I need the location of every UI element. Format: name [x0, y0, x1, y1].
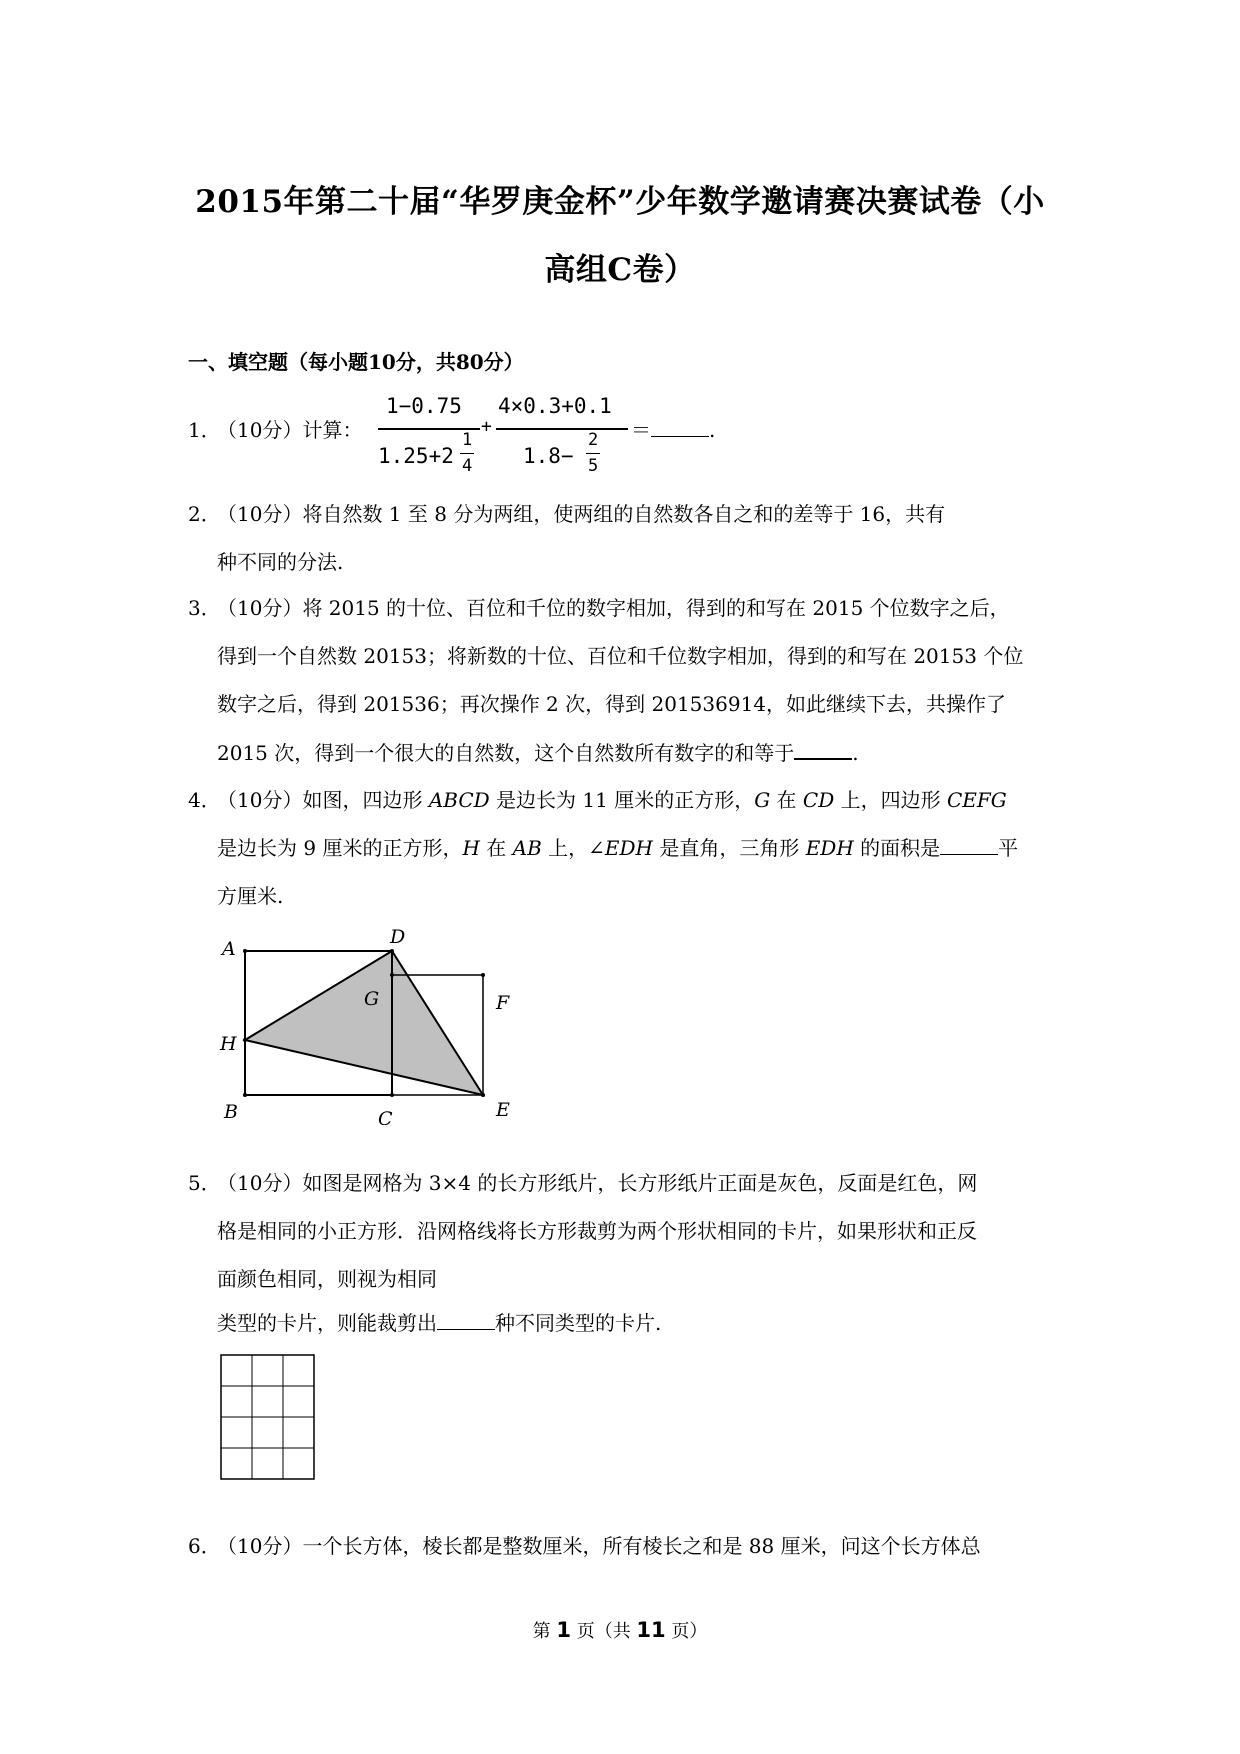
q4-label-h: H [220, 1033, 237, 1055]
q1-frac2-den-whole: 1.8− [523, 444, 574, 468]
q4-point-h [243, 1038, 247, 1042]
q4-answer-blank[interactable] [940, 836, 998, 855]
q1-frac1-den-frac-bar [460, 453, 474, 454]
q4-label-a: A [222, 938, 236, 960]
q4-point-d [390, 949, 394, 953]
q4-figure [210, 925, 520, 1125]
q4-label-g: G [364, 988, 380, 1010]
q3-line-3: 数字之后，得到 201536；再次操作 2 次，得到 201536914，如此继续下去，共操作了 [217, 692, 1007, 716]
q1-plus: + [481, 416, 492, 437]
q4-point-e [481, 1093, 485, 1097]
q4-point-g [390, 973, 394, 977]
q6-line-1: （10分）一个长方体，棱长都是整数厘米，所有棱长之和是 88 厘米，问这个长方体总 [217, 1534, 981, 1558]
q4-label-d: D [390, 926, 406, 948]
q6-number: 6． [188, 1534, 221, 1558]
q4-label-f: F [496, 992, 510, 1014]
q5-line-4b: 种不同类型的卡片. [495, 1311, 662, 1335]
q4-line-3: 方厘米. [217, 884, 284, 908]
q4-point-f [481, 973, 485, 977]
q2-number: 2． [188, 502, 221, 526]
q1-answer-blank[interactable] [651, 418, 709, 437]
q1-frac2-den-frac-den: 5 [588, 456, 599, 476]
q4-line-1: （10分）如图，四边形 ABCD 是边长为 11 厘米的正方形，G 在 CD 上，四边形 CEFG [217, 788, 1007, 812]
q5-line-3: 面颜色相同，则视为相同 [217, 1267, 437, 1291]
q1-frac1-den-frac-den: 4 [462, 456, 473, 476]
q1-prefix: （10分）计算： [217, 418, 363, 442]
section-heading: 一、填空题（每小题10分，共80分） [188, 350, 524, 374]
q1-frac2-numerator: 4×0.3+0.1 [498, 394, 612, 418]
q4-line-2: 是边长为 9 厘米的正方形，H 在 AB 上，∠EDH 是直角，三角形 EDH 的面积是 平 [217, 836, 1019, 860]
q3-number: 3． [188, 596, 221, 620]
q3-end: . [852, 741, 859, 765]
q5-grid-figure [220, 1354, 316, 1482]
footer-page-number: 1 [556, 1618, 571, 1642]
q1-number: 1． [188, 418, 221, 442]
q2-line-1: （10分）将自然数 1 至 8 分为两组，使两组的自然数各自之和的差等于 16，共有 [217, 502, 946, 526]
title-line-1: 2015年第二十届“华罗庚金杯”少年数学邀请赛决赛试卷（小 [195, 184, 1045, 220]
q4-label-e: E [496, 1099, 510, 1121]
q1-frac2-den-frac-bar [586, 453, 600, 454]
q5-number: 5． [188, 1171, 221, 1195]
q1-frac1-numerator: 1−0.75 [386, 394, 462, 418]
q4-triangle-edh [245, 951, 483, 1095]
page-footer: 第 1 页（共 11 页） [532, 1618, 708, 1642]
q5-answer-blank[interactable] [437, 1311, 495, 1330]
q3-answer-blank[interactable] [794, 740, 852, 760]
q4-point-b [243, 1093, 247, 1097]
q3-line-1: （10分）将 2015 的十位、百位和千位的数字相加，得到的和写在 2015 个位数字之后， [217, 596, 1010, 620]
q1-frac2-bar [496, 428, 628, 430]
q4-label-c: C [378, 1108, 393, 1125]
q3-line-2: 得到一个自然数 20153；将新数的十位、百位和千位数字相加，得到的和写在 20153 个位 [217, 644, 1024, 668]
title-line-2: 高组C卷） [544, 252, 696, 288]
footer-total-pages: 11 [636, 1618, 666, 1642]
q4-point-a [243, 949, 247, 953]
q1-frac1-den-frac-num: 1 [462, 430, 473, 450]
q5-line-2: 格是相同的小正方形．沿网格线将长方形裁剪为两个形状相同的卡片，如果形状和正反 [217, 1219, 977, 1243]
q1-equals: ＝ [631, 418, 651, 442]
q2-line-2: 种不同的分法. [217, 550, 344, 574]
q1-end: . [709, 418, 716, 442]
q4-number: 4． [188, 788, 221, 812]
q1-frac1-den-whole: 1.25+2 [378, 444, 454, 468]
q5-line-4a: 类型的卡片，则能裁剪出 [217, 1311, 437, 1335]
q5-line-1: （10分）如图是网格为 3×4 的长方形纸片，长方形纸片正面是灰色，反面是红色，网 [217, 1171, 978, 1195]
q3-line-4: 2015 次，得到一个很大的自然数，这个自然数所有数字的和等于 [217, 741, 795, 765]
q1-frac2-den-frac-num: 2 [588, 430, 599, 450]
q1-expression [378, 392, 648, 486]
q4-point-c [390, 1093, 394, 1097]
q4-label-b: B [224, 1101, 238, 1123]
